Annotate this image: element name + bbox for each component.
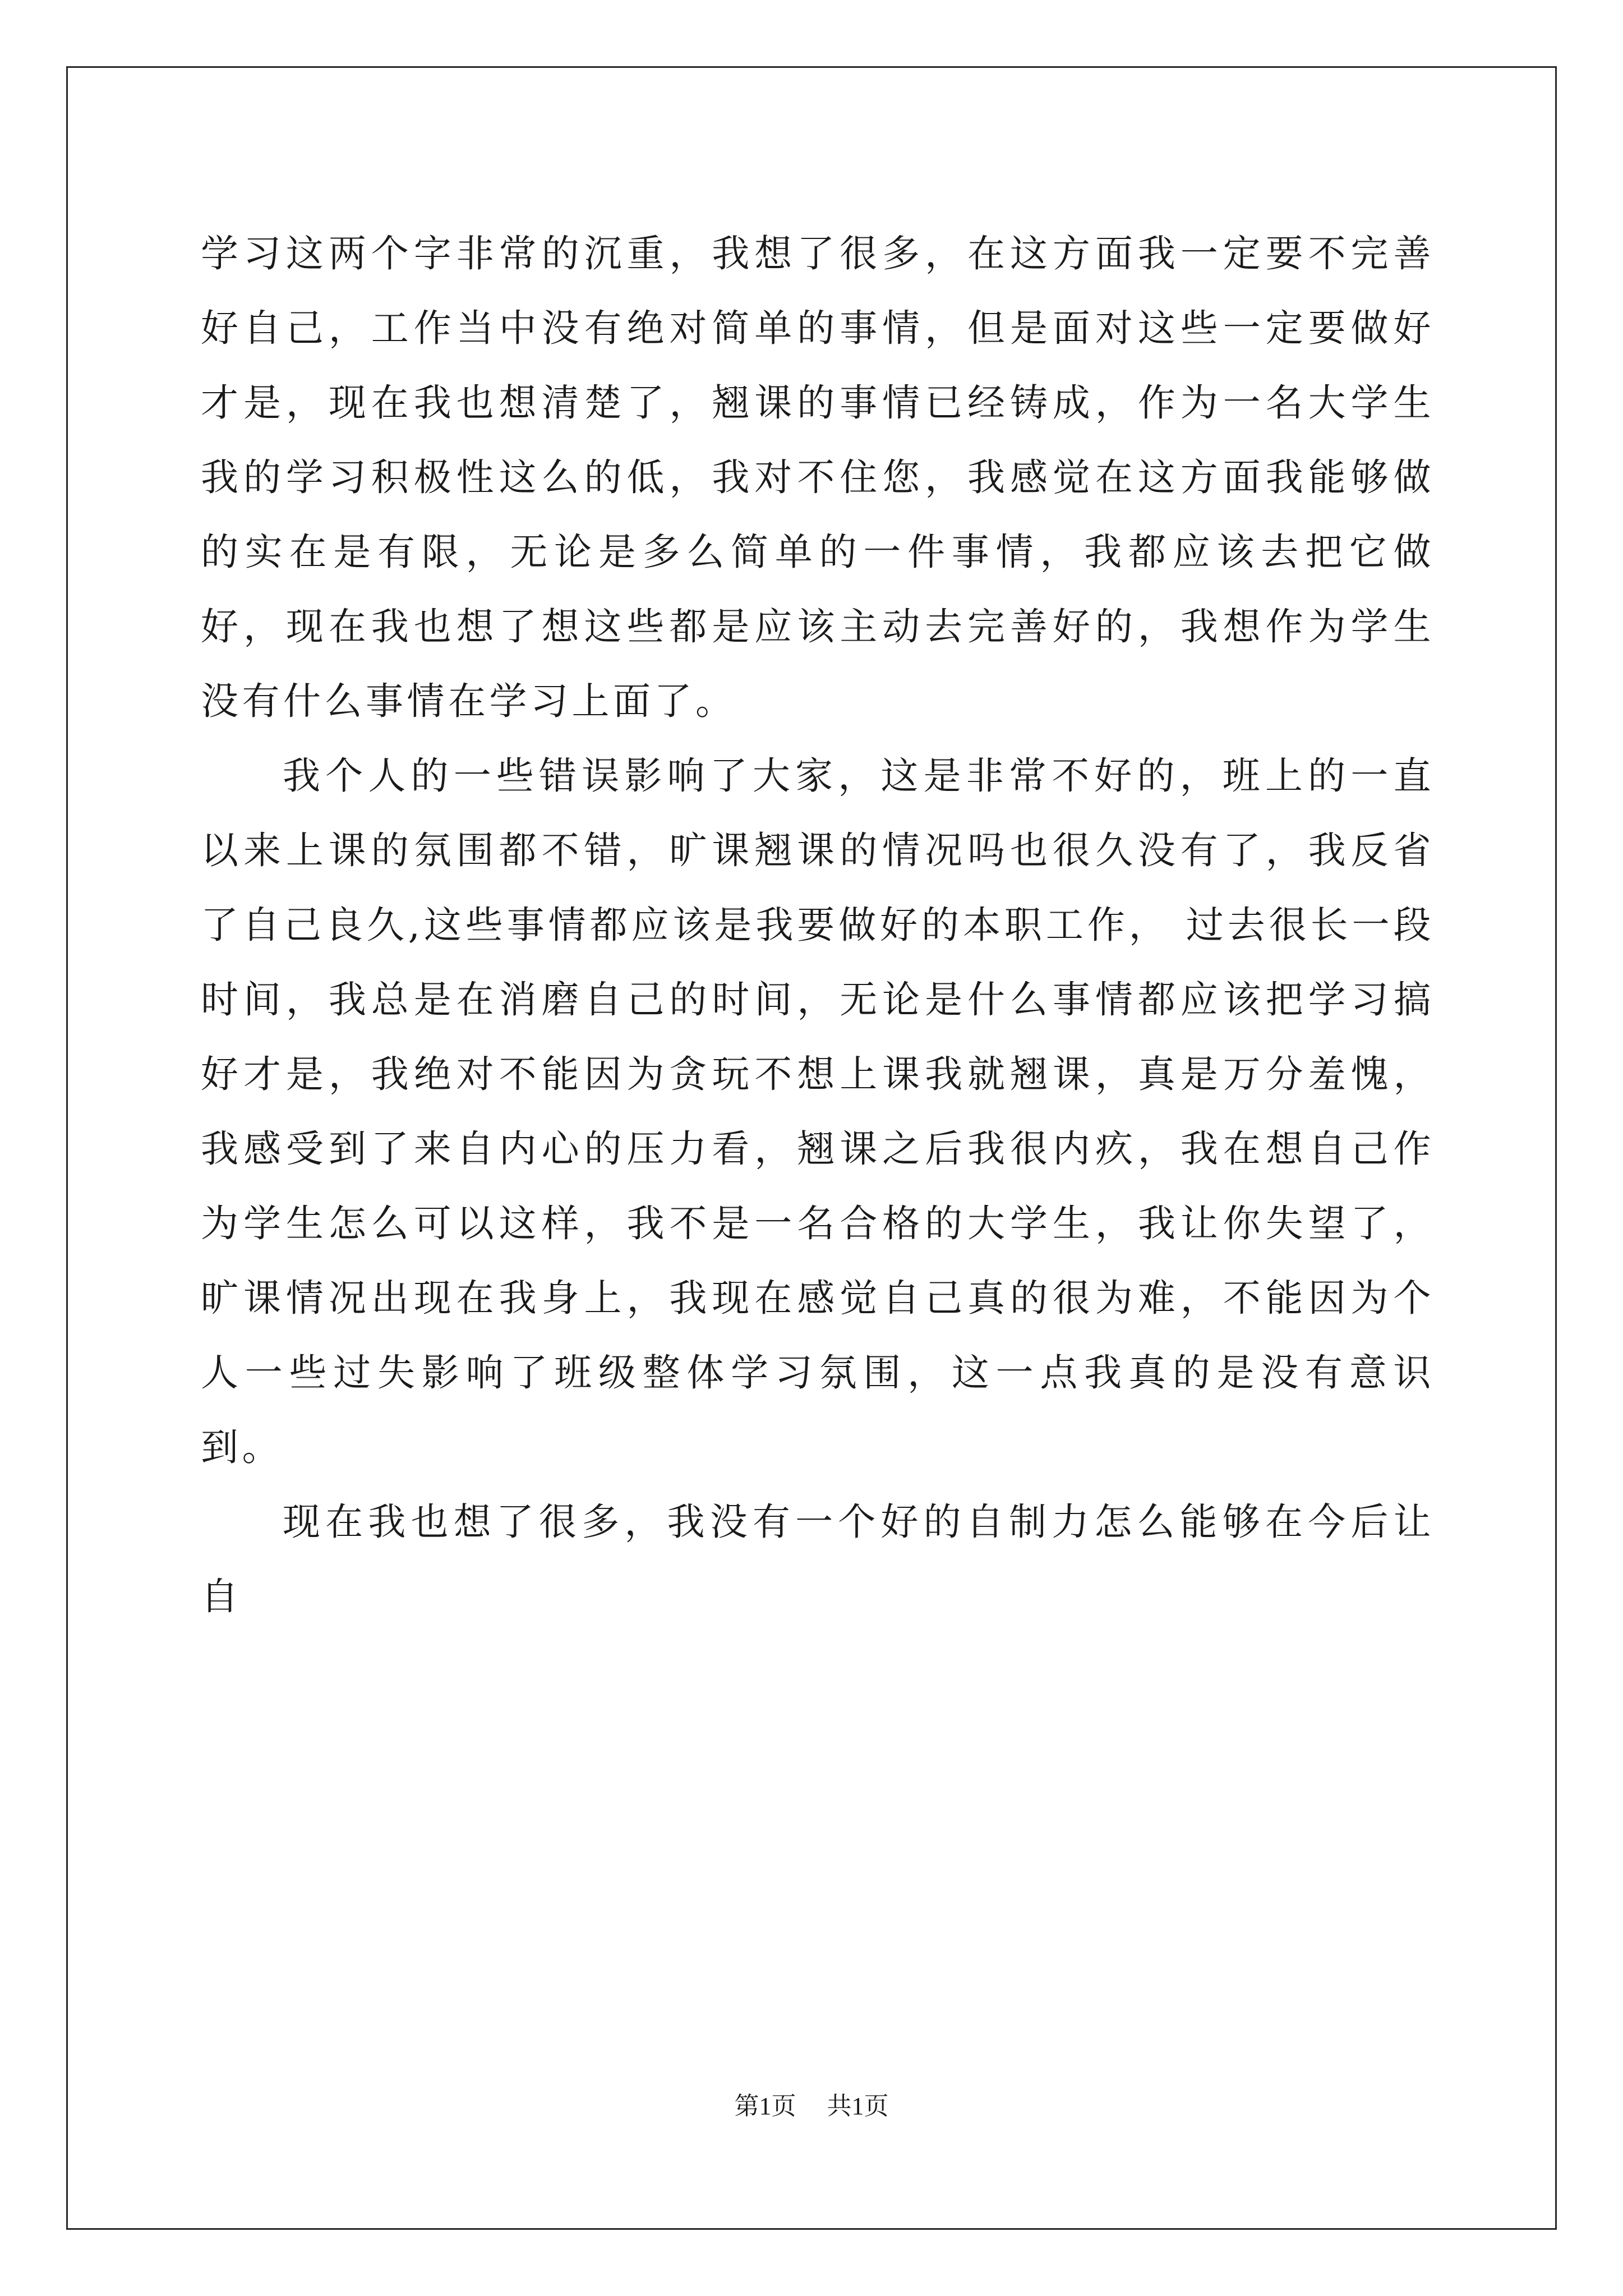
document-body	[201, 217, 1435, 1634]
page-number-total: 共1页	[827, 2092, 889, 2120]
paragraph-3: 现在我也想了很多，我没有一个好的自制力怎么能够在今后让自	[201, 1500, 1435, 1618]
paragraph-1: 学习这两个字非常的沉重，我想了很多，在这方面我一定要不完善好自己，工作当中没有绝对简单的事情，但是面对这些一定要做好才是，现在我也想清楚了，翘课的事情已经铸成，作为一名大学生我的学习积极性这么的低，我对不住您，我感觉在这方面我能够做的实在是有限，无论是多么简单的一件事情，我都应该去把它做好，现在我也想了想这些都是应该主动去完善好的，我想作为学生没有什么事情在学习上面了。	[201, 232, 1435, 723]
page-footer	[0, 2090, 1623, 2123]
paragraph-2: 我个人的一些错误影响了大家，这是非常不好的，班上的一直以来上课的氛围都不错，旷课翘课的情况吗也很久没有了，我反省了自己良久,这些事情都应该是我要做好的本职工作， 过去很长一段时间，我总是在消磨自己的时间，无论是什么事情都应该把学习搞好才是，我绝对不能因为贪玩不想上课我就翘课，真是万分羞愧，我感受到了来自内心的压力看，翘课之后我很内疚，我在想自己作为学生怎么可以这样，我不是一名合格的大学生，我让你失望了，旷课情况出现在我身上，我现在感觉自己真的很为难，不能因为个人一些过失影响了班级整体学习氛围，这一点我真的是没有意识到。	[201, 754, 1435, 1469]
page-number-current: 第1页	[734, 2092, 796, 2120]
